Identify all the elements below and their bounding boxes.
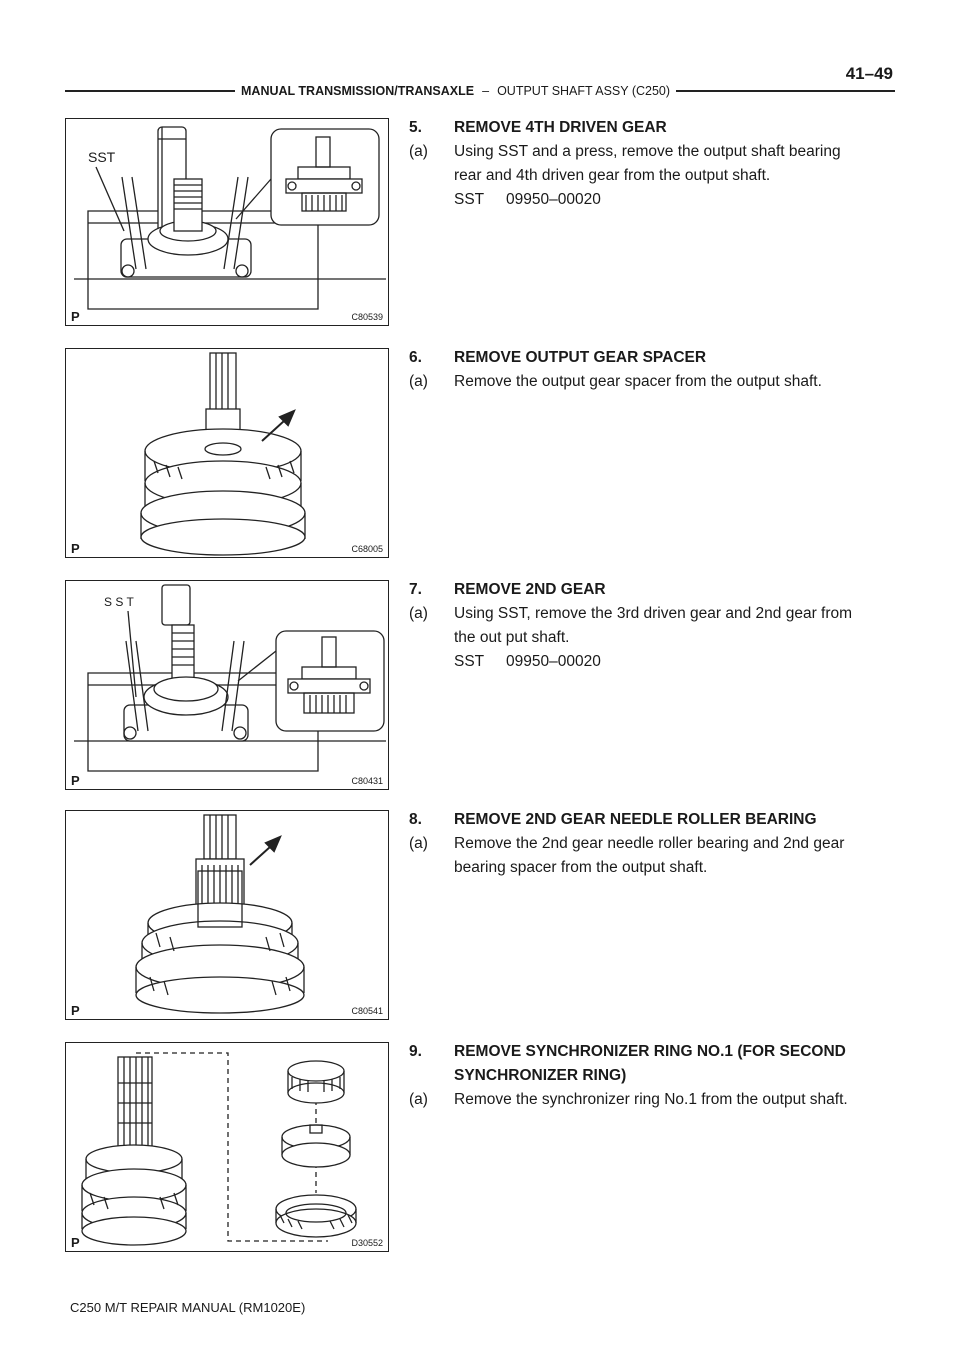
- figure-remove-needle-roller-bearing: [65, 810, 389, 1020]
- step-title: REMOVE 4TH DRIVEN GEAR: [454, 119, 667, 136]
- sst-key: SST: [454, 653, 485, 670]
- step-number: 8.: [409, 811, 422, 828]
- substep-label: (a): [409, 143, 428, 160]
- sst-value: 09950–00020: [506, 191, 601, 208]
- header-title: [235, 84, 676, 98]
- page-number: 41–49: [845, 64, 893, 83]
- step-title: REMOVE OUTPUT GEAR SPACER: [454, 349, 707, 366]
- step-5: [409, 116, 899, 212]
- step-7: [409, 578, 899, 674]
- step-title: REMOVE 2ND GEAR NEEDLE ROLLER BEARING: [454, 811, 817, 828]
- figure-remove-2nd-gear: [65, 580, 389, 790]
- illustration-press-sst-2nd-gear: [66, 581, 388, 789]
- step-heading: [409, 346, 899, 370]
- figure-p-mark: P: [71, 541, 80, 556]
- page-footer: C250 M/T REPAIR MANUAL (RM1020E): [70, 1300, 306, 1315]
- step-heading-continued: [409, 1064, 899, 1088]
- figure-code: C80431: [351, 776, 383, 786]
- figure-remove-4th-driven-gear: [65, 118, 389, 326]
- instruction-text: bearing spacer from the output shaft.: [454, 859, 708, 876]
- step-title-line-2: SYNCHRONIZER RING): [454, 1067, 627, 1084]
- step-instruction: [409, 370, 899, 394]
- figure-p-mark: P: [71, 309, 80, 324]
- step-title: REMOVE SYNCHRONIZER RING NO.1 (FOR SECOND: [454, 1043, 846, 1060]
- figure-code: C80539: [351, 312, 383, 322]
- instruction-text: the out put shaft.: [454, 629, 570, 646]
- step-8: [409, 808, 899, 880]
- sst-callout: SST: [88, 149, 116, 165]
- step-heading: [409, 1040, 899, 1064]
- step-heading: [409, 578, 899, 602]
- sst-key: SST: [454, 191, 485, 208]
- illustration-needle-roller-bearing: [66, 811, 388, 1019]
- sst-value: 09950–00020: [506, 653, 601, 670]
- figure-code: C68005: [351, 544, 383, 554]
- instruction-text: Remove the 2nd gear needle roller bearing and 2nd gear: [454, 835, 845, 852]
- instruction-text: Remove the synchronizer ring No.1 from the output shaft.: [454, 1091, 848, 1108]
- figure-p-mark: P: [71, 1235, 80, 1250]
- sst-number: [454, 650, 899, 674]
- step-instruction: [409, 602, 899, 626]
- subsection-name: OUTPUT SHAFT ASSY (C250): [497, 84, 671, 98]
- instruction-text: rear and 4th driven gear from the output shaft.: [454, 167, 771, 184]
- step-instruction: [409, 1088, 899, 1112]
- substep-label: (a): [409, 373, 428, 390]
- step-instruction: [409, 140, 899, 164]
- substep-label: (a): [409, 605, 428, 622]
- instruction-text: Remove the output gear spacer from the output shaft.: [454, 373, 822, 390]
- step-number: 7.: [409, 581, 422, 598]
- step-heading: [409, 808, 899, 832]
- step-instruction: [409, 832, 899, 856]
- step-title: REMOVE 2ND GEAR: [454, 581, 606, 598]
- step-number: 6.: [409, 349, 422, 366]
- step-heading: [409, 116, 899, 140]
- step-number: 9.: [409, 1043, 422, 1060]
- section-name: MANUAL TRANSMISSION/TRANSAXLE: [241, 84, 475, 98]
- figure-code: D30552: [351, 1238, 383, 1248]
- substep-label: (a): [409, 1091, 428, 1108]
- step-6: [409, 346, 899, 394]
- figure-code: C80541: [351, 1006, 383, 1016]
- sst-callout: S S T: [104, 595, 134, 609]
- header-separator: –: [482, 84, 490, 98]
- figure-p-mark: P: [71, 773, 80, 788]
- step-9: [409, 1040, 899, 1112]
- illustration-output-gear-spacer: [66, 349, 388, 557]
- instruction-text: Using SST, remove the 3rd driven gear and 2nd gear from: [454, 605, 853, 622]
- figure-remove-synchronizer-ring: [65, 1042, 389, 1252]
- substep-label: (a): [409, 835, 428, 852]
- instruction-text: Using SST and a press, remove the output shaft bearing: [454, 143, 841, 160]
- figure-p-mark: P: [71, 1003, 80, 1018]
- figure-remove-output-gear-spacer: [65, 348, 389, 558]
- page-header: [65, 62, 895, 102]
- step-number: 5.: [409, 119, 422, 136]
- sst-number: [454, 188, 899, 212]
- illustration-synchronizer-ring: [66, 1043, 388, 1251]
